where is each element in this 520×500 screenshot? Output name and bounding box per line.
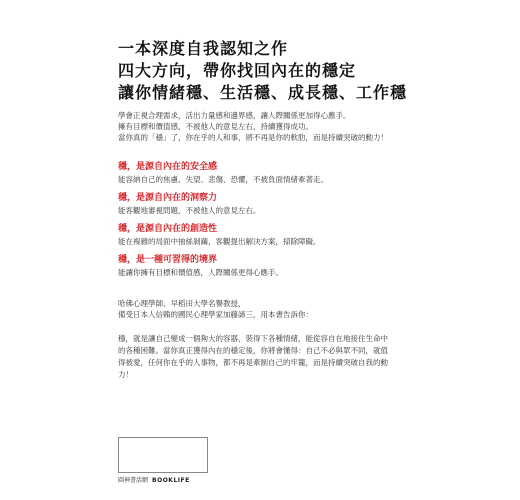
- endorsement-line: 哈佛心理學師、早稻田大學名譽教授，: [118, 299, 246, 308]
- endorsement-line: 備受日本人信賴的國民心理學家加藤諦三，用本書告訴你：: [118, 310, 313, 319]
- title-block: [118, 38, 498, 104]
- author-endorsement: [118, 298, 498, 320]
- publisher-name: 圓神書活網: [118, 477, 149, 484]
- intro-paragraph: [118, 110, 498, 143]
- publisher-logo: [118, 477, 190, 485]
- intro-line: 擁有目標和價值感，不被他人的意見左右，持續獲得成功。: [118, 122, 313, 131]
- title-line-3: 讓你情緒穩、生活穩、成長穩、工作穩: [118, 83, 408, 102]
- quote-line: 力！: [118, 370, 133, 379]
- point-text: 能容納自己的焦慮、失望、悲傷、恐懼，不被負面情緒牽著走。: [118, 175, 328, 184]
- point-text: 能讓你擁有目標和價值感，人際關係更得心應手。: [118, 268, 283, 277]
- point-creativity: [118, 222, 498, 248]
- point-heading: 穩，是源自內在的洞察力: [118, 193, 218, 203]
- intro-line: 當你真的「穩」了，你在乎的人和事，將不再是你的軟肋，而是持續突破的動力！: [118, 133, 388, 142]
- quote-line: 的各種困難。當你真正獲得內在的穩定後，你將會懂得：自己不必與眾不同，就值: [118, 346, 388, 355]
- title-line-2: 四大方向，帶你找回內在的穩定: [118, 61, 357, 80]
- point-heading: 穩，是源自內在的安全感: [118, 162, 218, 172]
- intro-line: 學會正視合理需求，活出力量感和邊界感，讓人際關係更加得心應手。: [118, 111, 351, 120]
- point-text: 能客觀地審視問題，不被他人的意見左右。: [118, 206, 261, 215]
- title-line-1: 一本深度自我認知之作: [118, 39, 289, 58]
- publisher-brand: BOOKLIFE: [152, 477, 190, 484]
- point-heading: 穩，是一種可習得的境界: [118, 255, 218, 265]
- point-heading: 穩，是源自內在的創造性: [118, 224, 218, 234]
- barcode-box: [118, 437, 208, 473]
- quote-line: 穩，就是讓自己變成一個夠大的容器，裝得下各種情緒，能從容自在地接住生命中: [118, 334, 388, 343]
- key-points: [118, 160, 498, 284]
- author-quote: [118, 333, 438, 381]
- quote-line: 得被愛，任何你在乎的人事物，都不再是牽制自己的牢籠，而是持續突破自我的動: [118, 358, 388, 367]
- point-learnable: [118, 253, 498, 279]
- point-insight: [118, 191, 498, 217]
- point-text: 能在複雜的局面中抽絲剝繭，客觀提出解決方案，掃除障礙。: [118, 237, 321, 246]
- point-security: [118, 160, 498, 186]
